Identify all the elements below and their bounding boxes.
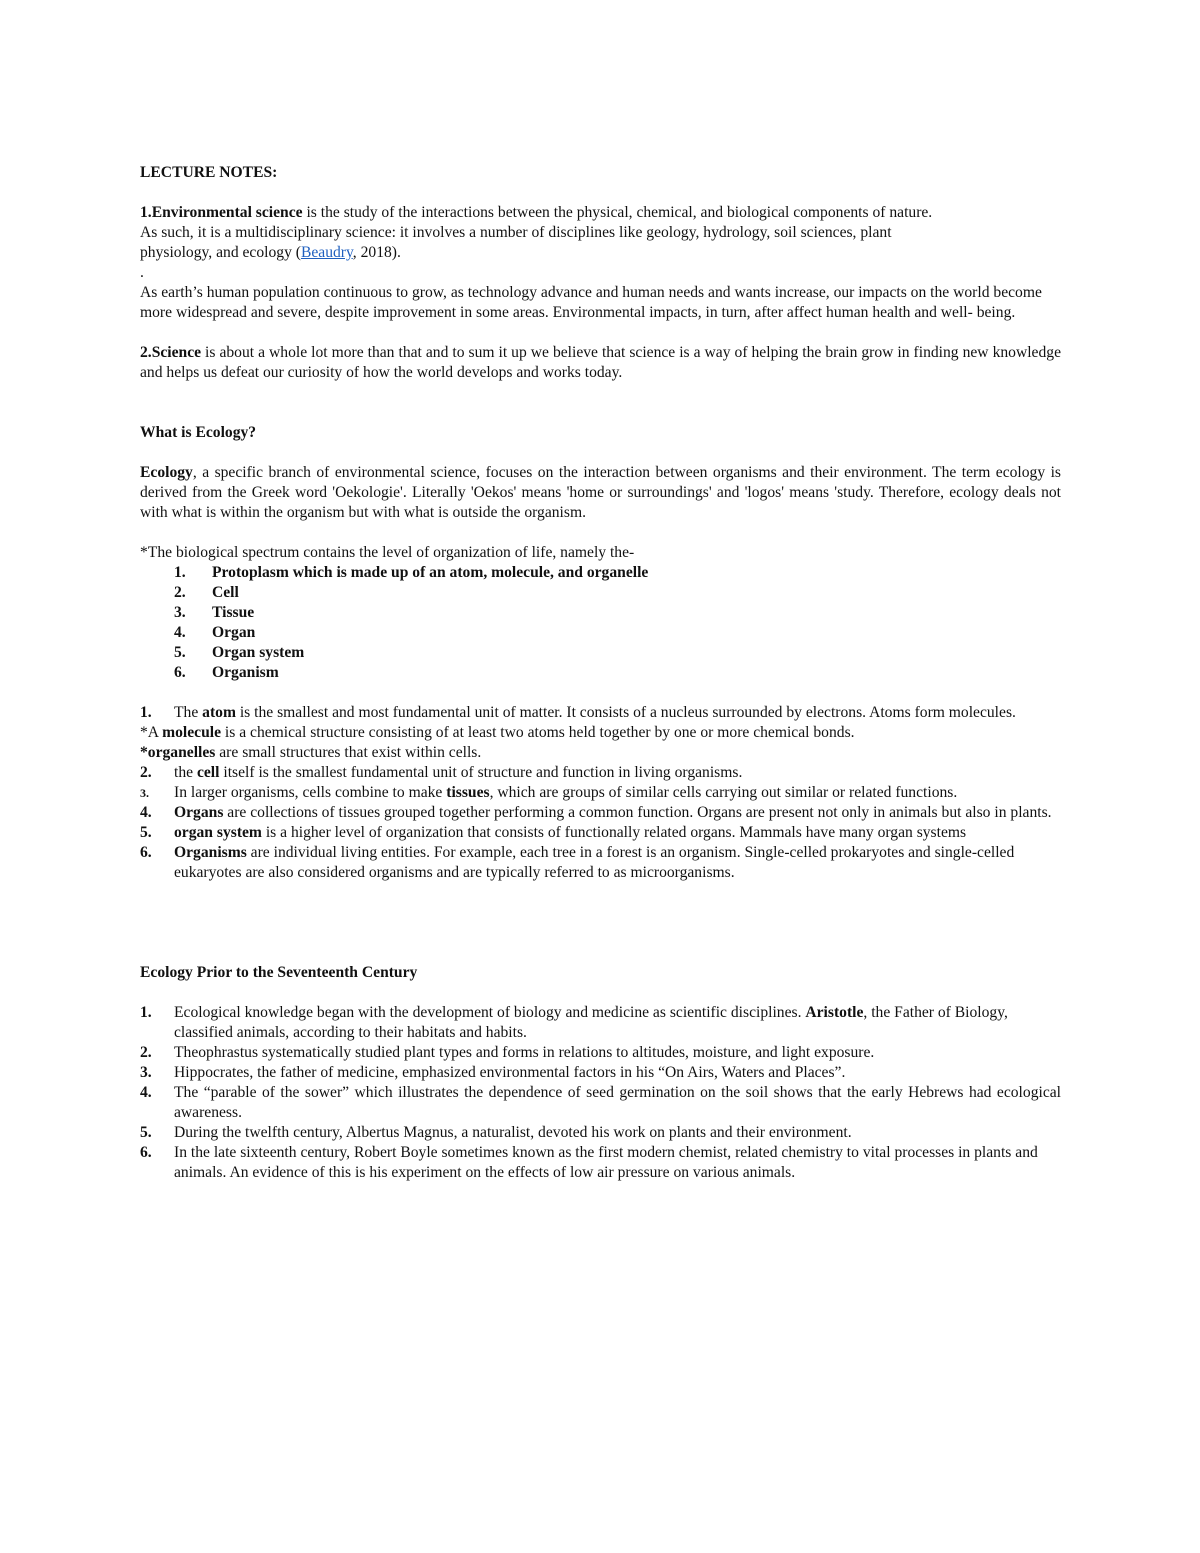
document-body — [140, 163, 1061, 1183]
list-item-atom: 1. The atom is the smallest and most fundamental unit of matter. It consists of a nucleus surrounded by electrons. Atoms form molecules. — [140, 704, 1016, 721]
organization-levels-list-continued — [140, 763, 1061, 883]
lecture-notes-heading: LECTURE NOTES: — [140, 164, 278, 181]
stray-dot: . — [140, 264, 144, 281]
list-item: 2. Theophrastus systematically studied plant types and forms in relations to altitudes, moisture, and light exposure. — [140, 1044, 875, 1061]
list-item: 1. Ecological knowledge began with the development of biology and medicine as scientific disciplines. Aristotle, the Father of Biology, classified animals, according to their habitats and habits. — [140, 1004, 1008, 1041]
list-item: 6. In the late sixteenth century, Robert Boyle sometimes known as the first modern chemist, related chemistry to vital processes in plants and animals. An evidence of this is his experiment on the effects of low air pressure on various animals. — [140, 1144, 1038, 1181]
science-paragraph: 2.Science is about a whole lot more than that and to sum it up we believe that science is a way of helping the brain grow in finding new knowledge and helps us defeat our curiosity of how the world develops and works today. — [140, 344, 1061, 381]
ecology-definition-paragraph: Ecology, a specific branch of environmental science, focuses on the interaction between organisms and their environment. The term ecology is derived from the Greek word 'Oekologie'. Literally 'Oekos' means 'home or surroundings' and 'logos' means 'study. Therefore, ecology deals not with what is within the organism but with what is outside the organism. — [140, 464, 1061, 521]
list-item: 5. During the twelfth century, Albertus Magnus, a naturalist, devoted his work on plants and their environment. — [140, 1124, 852, 1141]
what-is-ecology-heading: What is Ecology? — [140, 424, 257, 441]
ecology-term: Ecology — [140, 464, 193, 481]
list-item: 5. Organ system — [174, 644, 305, 661]
molecule-note: *A molecule is a chemical structure consisting of at least two atoms held together by one or more chemical bonds. — [140, 724, 855, 741]
environmental-science-term: 1.Environmental science — [140, 204, 303, 221]
science-term: 2.Science — [140, 344, 202, 361]
history-heading: Ecology Prior to the Seventeenth Century — [140, 964, 418, 981]
list-item-tissue: 3. In larger organisms, cells combine to make tissues, which are groups of similar cells carrying out similar or related functions. — [140, 784, 958, 801]
biological-spectrum-intro: *The biological spectrum contains the level of organization of life, namely the- — [140, 544, 635, 561]
list-item: 4. The “parable of the sower” which illustrates the dependence of seed germination on the soil shows that the early Hebrews had ecological awareness. — [140, 1084, 1061, 1121]
population-paragraph: As earth’s human population continuous to grow, as technology advance and human needs and wants increase, our impacts on the world become more widespread and severe, despite improvement in some areas. Environmental impacts, in turn, after affect human health and well- being. — [140, 284, 1042, 321]
environmental-science-paragraph: 1.Environmental science is the study of the interactions between the physical, chemical, and biological components of nature. As such, it is a multidisciplinary science: it involves a number of disciplines like geology, hydrology, soil sciences, plant physiology, and ecology (Beaudry, 2018). . — [140, 203, 1061, 283]
list-item: 6. Organism — [174, 664, 279, 681]
list-item: 3. Hippocrates, the father of medicine, emphasized environmental factors in his “On Airs, Waters and Places”. — [140, 1064, 846, 1081]
list-item: 2. Cell — [174, 584, 239, 601]
beaudry-citation-link[interactable]: Beaudry — [300, 244, 353, 261]
list-item: 4. Organ — [174, 624, 256, 641]
list-item-organ-system: 5. organ system is a higher level of organization that consists of functionally related organs. Mammals have many organ systems — [140, 824, 967, 841]
list-item-organ: 4. Organs are collections of tissues grouped together performing a common function. Organs are present not only in animals but also in plants. — [140, 804, 1052, 821]
list-item: 3. Tissue — [174, 604, 255, 621]
history-list — [140, 1003, 1061, 1183]
list-item-organism: 6. Organisms are individual living entities. For example, each tree in a forest is an organism. Single-celled prokaryotes and single-celled eukaryotes are also considered organisms and are typically referred to as microorganisms. — [140, 844, 1015, 881]
list-item-cell: 2. the cell itself is the smallest fundamental unit of structure and function in living organisms. — [140, 764, 743, 781]
organization-levels-list — [140, 703, 1061, 723]
biological-spectrum-list — [140, 563, 1061, 683]
organelles-note: *organelles are small structures that exist within cells. — [140, 744, 482, 761]
list-item: 1. Protoplasm which is made up of an atom, molecule, and organelle — [174, 564, 649, 581]
